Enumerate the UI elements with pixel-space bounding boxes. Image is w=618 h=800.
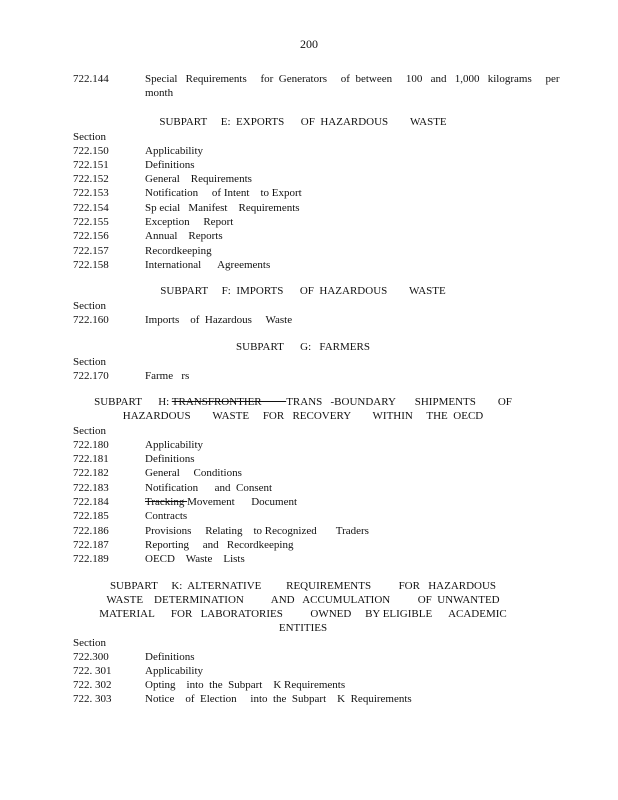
heading-rest: TRANS -BOUNDARY SHIPMENTS OF <box>286 395 512 408</box>
section-number: 722.153 <box>73 187 109 200</box>
subpart-heading <box>73 395 533 409</box>
section-title: International Agreements <box>145 258 271 271</box>
section-title: Definitions <box>145 650 195 663</box>
section-title <box>145 495 533 509</box>
section-title-text: Movement Document <box>187 496 298 509</box>
section-title: Provisions Relating to Recognized Traders <box>145 524 369 537</box>
section-number: 722.182 <box>73 467 109 480</box>
section-title: Notification of Intent to Export <box>145 187 302 200</box>
toc-entry <box>73 538 533 552</box>
section-title: Applicability <box>145 438 204 451</box>
subpart-heading: SUBPART K: ALTERNATIVE REQUIREMENTS FOR HAZARDOUS <box>109 579 497 592</box>
section-number: 722.183 <box>73 481 109 494</box>
toc-entry <box>73 524 533 538</box>
subpart-heading-line2: WASTE DETERMINATION AND ACCUMULATION OF UNWANTED <box>106 593 500 606</box>
section-number: 722. 302 <box>73 679 112 692</box>
toc-entry <box>73 481 533 495</box>
section-title: General Conditions <box>145 467 242 480</box>
toc-entry <box>73 72 560 86</box>
toc-entry <box>73 215 533 229</box>
subpart-heading-line2: HAZARDOUS WASTE FOR RECOVERY WITHIN THE OECD <box>122 409 484 422</box>
section-number: 722.180 <box>73 438 109 451</box>
section-number: 722.150 <box>73 144 109 157</box>
toc-entry <box>73 369 533 383</box>
section-title: Applicability <box>145 144 204 157</box>
section-title: Sp ecial Manifest Requirements <box>145 201 300 214</box>
section-title: Exception Report <box>145 216 234 229</box>
toc-entry <box>73 229 533 243</box>
toc-entry <box>73 664 533 678</box>
section-number: 722. 303 <box>73 693 112 706</box>
section-title: Applicability <box>145 664 204 677</box>
toc-entry <box>73 466 533 480</box>
section-title: Annual Reports <box>145 230 223 243</box>
section-label: Section <box>73 424 106 437</box>
toc-entry <box>73 552 533 566</box>
page-number: 200 <box>300 37 318 51</box>
section-number: 722.144 <box>73 73 109 85</box>
section-title: Opting into the Subpart K Requirements <box>145 679 346 692</box>
section-number: 722.151 <box>73 158 109 171</box>
section-label: Section <box>73 300 106 313</box>
section-number: 722.185 <box>73 510 109 523</box>
section-number: 722.154 <box>73 201 109 214</box>
subpart-e-list <box>73 144 533 273</box>
toc-entry <box>73 438 533 452</box>
section-title: Farme rs <box>145 369 190 382</box>
toc-entry-continuation <box>73 86 533 100</box>
section-number: 722.170 <box>73 369 109 382</box>
section-title: OECD Waste Lists <box>145 553 245 566</box>
section-number: 722.184 <box>73 496 109 509</box>
subpart-heading: SUBPART G: FARMERS <box>236 340 370 353</box>
section-number: 722.187 <box>73 538 109 551</box>
section-number: 722.189 <box>73 553 109 566</box>
toc-entry <box>73 258 533 272</box>
section-title: month <box>145 87 174 100</box>
toc-entry <box>73 495 533 509</box>
section-title: Special Requirements for Generators of between 100 and 1,000 kilograms per <box>145 73 560 85</box>
section-title: Imports of Hazardous Waste <box>145 314 293 327</box>
toc-entry <box>73 172 533 186</box>
toc-entry <box>73 158 533 172</box>
subpart-heading: SUBPART F: IMPORTS OF HAZARDOUS WASTE <box>160 285 446 298</box>
section-number: 722.181 <box>73 453 109 466</box>
section-title: Contracts <box>145 510 188 523</box>
section-number: 722.152 <box>73 173 109 186</box>
toc-entry <box>73 678 533 692</box>
section-label: Section <box>73 355 106 368</box>
struck-text: Tracking <box>145 496 188 509</box>
section-number: 722.160 <box>73 314 109 327</box>
toc-entry <box>73 452 533 466</box>
section-number: 722.186 <box>73 524 109 537</box>
toc-entry <box>73 650 533 664</box>
section-title: General Requirements <box>145 173 252 186</box>
toc-entry <box>73 692 533 706</box>
toc-entry <box>73 244 533 258</box>
section-title: Notice of Election into the Subpart K Requirements <box>145 693 412 706</box>
section-number: 722.157 <box>73 244 109 257</box>
heading-prefix: SUBPART H: <box>94 395 172 408</box>
toc-entry <box>73 144 533 158</box>
section-title: Recordkeeping <box>145 244 212 257</box>
section-title: Definitions <box>145 158 195 171</box>
section-title: Reporting and Recordkeeping <box>145 538 294 551</box>
section-label: Section <box>73 130 106 143</box>
toc-entry <box>73 509 533 523</box>
section-title: Notification and Consent <box>145 481 273 494</box>
subpart-f <box>73 284 533 327</box>
section-number: 722.155 <box>73 216 109 229</box>
section-title: Definitions <box>145 453 195 466</box>
subpart-heading: SUBPART E: EXPORTS OF HAZARDOUS WASTE <box>159 115 447 128</box>
subpart-g <box>73 340 533 383</box>
subpart-k <box>73 579 533 707</box>
subpart-heading-line3: MATERIAL FOR LABORATORIES OWNED BY ELIGIBLE ACADEMIC <box>99 607 507 620</box>
table-of-contents <box>73 72 560 707</box>
section-number: 722.156 <box>73 230 109 243</box>
section-number: 722.158 <box>73 258 109 271</box>
subpart-e <box>73 115 533 273</box>
subpart-h <box>73 395 533 567</box>
section-number: 722.300 <box>73 650 109 663</box>
section-number: 722. 301 <box>73 664 112 677</box>
toc-entry <box>73 186 533 200</box>
toc-entry <box>73 201 533 215</box>
subpart-heading-line4: ENTITIES <box>278 621 328 634</box>
struck-text: TRANSFRONTIER <box>171 395 287 408</box>
toc-entry <box>73 313 533 327</box>
section-label: Section <box>73 636 106 649</box>
